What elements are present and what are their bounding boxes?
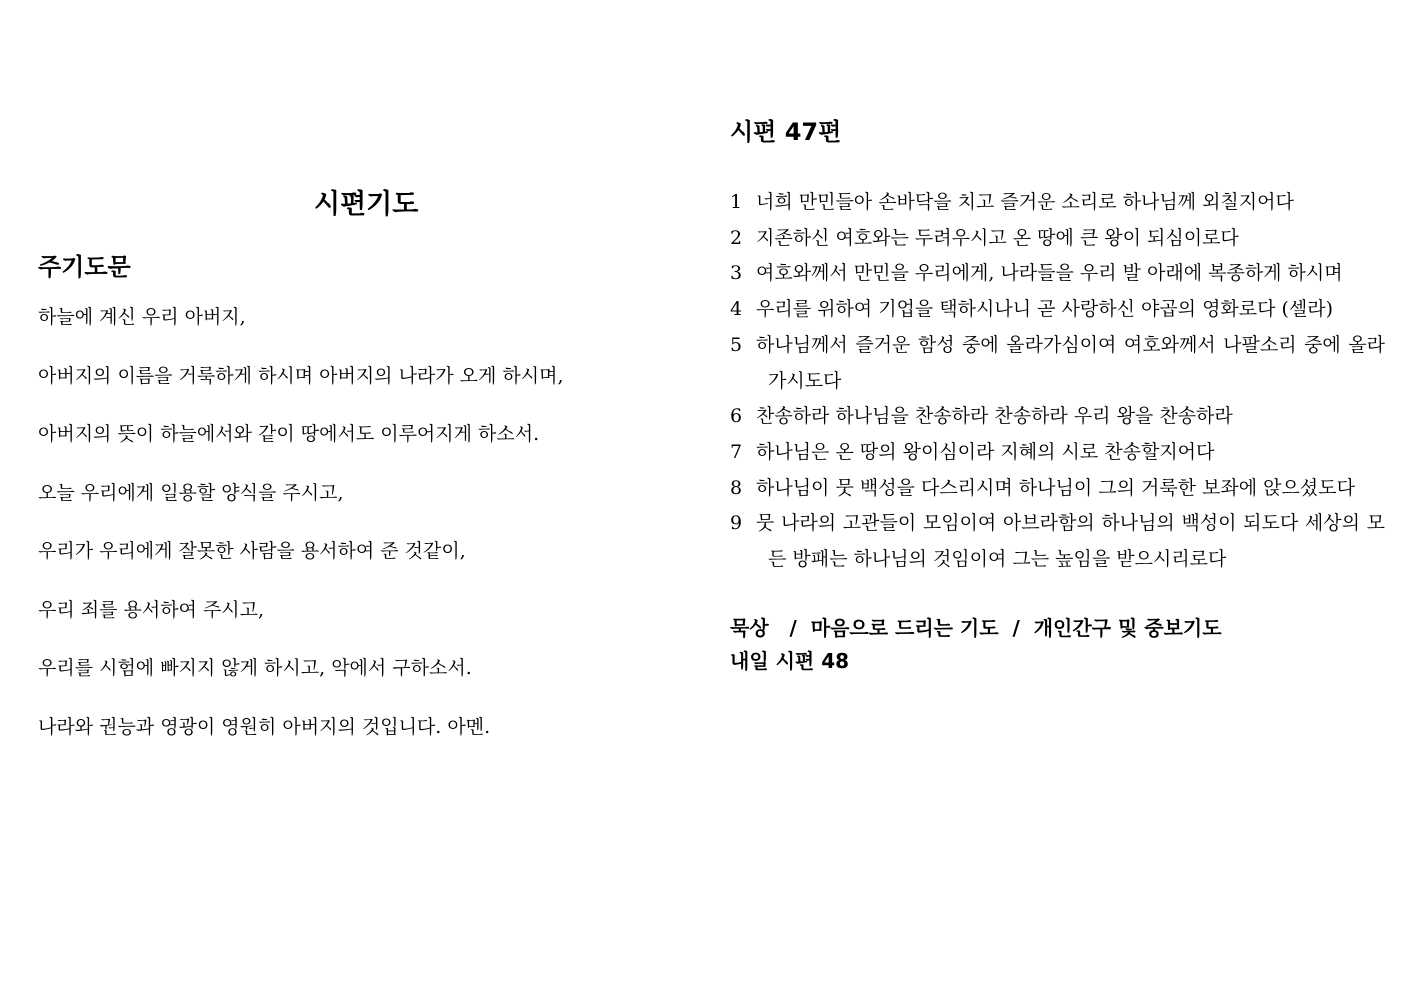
verse (730, 221, 1385, 257)
verse-number: 3 (730, 262, 743, 285)
verse-number: 1 (730, 191, 743, 213)
verse (730, 256, 1385, 292)
verse-text: 찬송하라 하나님을 찬송하라 찬송하라 우리 왕을 찬송하라 (756, 405, 1233, 428)
prayer-line: 우리 죄를 용서하여 주시고, (38, 598, 265, 621)
meditation-guide: 묵상 / 마음으로 드리는 기도 / 개인간구 및 중보기도 (730, 615, 1222, 640)
verse (730, 292, 1385, 328)
verse-text: 지존하신 여호와는 두려우시고 온 땅에 큰 왕이 되심이로다 (756, 226, 1239, 249)
prayer-line: 아버지의 뜻이 하늘에서와 같이 땅에서도 이루어지게 하소서. (38, 423, 540, 445)
left-page (38, 180, 698, 771)
section-title-lords-prayer: 주기도문 (38, 253, 131, 281)
verse-text: 하나님이 뭇 백성을 다스리시며 하나님이 그의 거룩한 보좌에 앉으셨도다 (756, 476, 1355, 499)
prayer-line: 하늘에 계신 우리 아버지, (38, 306, 246, 328)
psalm-verses (730, 185, 1385, 578)
psalm-title: 시편 47편 (730, 118, 842, 146)
verse-text: 하나님은 온 땅의 왕이심이라 지혜의 시로 찬송할지어다 (756, 440, 1215, 463)
verse (730, 328, 1385, 399)
prayer-line: 나라와 권능과 영광이 영원히 아버지의 것입니다. 아멘. (38, 715, 491, 738)
verse-text: 우리를 위하여 기업을 택하시나니 곧 사랑하신 야곱의 영화로다 (셀라) (756, 298, 1334, 321)
verse-number: 6 (730, 405, 743, 428)
verse-text: 뭇 나라의 고관들이 모임이여 아브라함의 하나님의 백성이 되도다 세상의 모든 방패는 하나님의 것임이여 그는 높임을 받으시리로다 (756, 512, 1385, 571)
verse-number: 9 (730, 512, 743, 535)
verse-text: 하나님께서 즐거운 함성 중에 올라가심이여 여호와께서 나팔소리 중에 올라가시도다 (756, 333, 1385, 392)
verse-number: 7 (730, 440, 743, 463)
prayer-line: 아버지의 이름을 거룩하게 하시며 아버지의 나라가 오게 하시며, (38, 364, 564, 387)
verse (730, 471, 1385, 507)
prayer-line: 오늘 우리에게 일용할 양식을 주시고, (38, 481, 344, 504)
verse-number: 4 (730, 298, 743, 321)
verse (730, 185, 1385, 221)
next-psalm-note: 내일 시편 48 (730, 648, 850, 673)
right-page (730, 112, 1385, 678)
verse-text: 여호와께서 만민을 우리에게, 나라들을 우리 발 아래에 복종하게 하시며 (756, 262, 1343, 285)
verse (730, 506, 1385, 577)
verse-number: 5 (730, 333, 743, 356)
lords-prayer-lines (38, 303, 698, 741)
footer (730, 612, 1385, 678)
prayer-line: 우리가 우리에게 잘못한 사람을 용서하여 준 것같이, (38, 540, 466, 562)
document-title: 시편기도 (314, 189, 419, 220)
prayer-line: 우리를 시험에 빠지지 않게 하시고, 악에서 구하소서. (38, 657, 472, 679)
verse-text: 너희 만민들아 손바닥을 치고 즐거운 소리로 하나님께 외칠지어다 (756, 191, 1294, 213)
verse-number: 2 (730, 226, 743, 249)
verse (730, 435, 1385, 471)
verse (730, 399, 1385, 435)
verse-number: 8 (730, 476, 743, 499)
